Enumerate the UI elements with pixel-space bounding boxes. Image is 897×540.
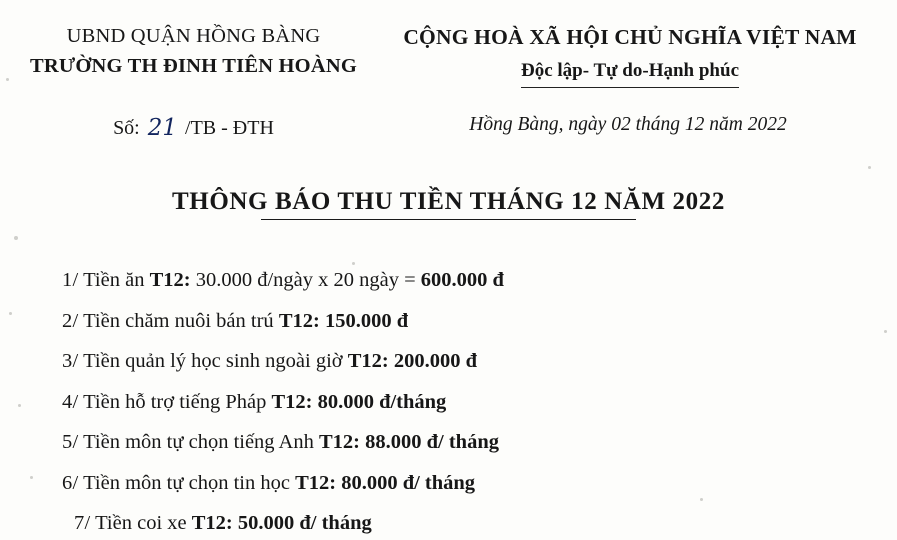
national-heading-block (381, 22, 897, 88)
item-period: T12: (271, 390, 313, 413)
list-item (62, 351, 897, 372)
item-index: 7/ (74, 512, 91, 535)
item-label: Tiền coi xe (95, 512, 187, 535)
reference-and-date-row (0, 114, 897, 140)
item-label: Tiền ăn (83, 269, 145, 292)
national-title: CỘNG HOÀ XÃ HỘI CHỦ NGHĨA VIỆT NAM (403, 25, 857, 49)
list-item (62, 311, 897, 332)
item-period: T12: (191, 512, 233, 535)
page-title (172, 188, 725, 221)
item-index: 6/ (62, 471, 79, 494)
item-amount: 50.000 đ/ tháng (237, 512, 372, 535)
document-header (0, 0, 897, 88)
fee-item-list (0, 270, 897, 534)
reference-number-handwritten: 21 (147, 114, 178, 141)
scan-speck (352, 262, 355, 265)
document-title-wrap (0, 188, 897, 221)
item-amount: 80.000 đ/tháng (317, 390, 447, 413)
item-period: T12: (347, 350, 389, 373)
list-item (62, 270, 897, 291)
item-period: T12: (149, 269, 191, 292)
item-label: Tiền chăm nuôi bán trú (83, 309, 274, 332)
scan-speck (868, 166, 871, 169)
issuing-authority-block (0, 22, 381, 88)
item-amount: 600.000 đ (420, 269, 504, 292)
reference-prefix: Số: (113, 116, 140, 139)
item-index: 5/ (62, 431, 79, 454)
page-title-text: THÔNG BÁO THU TIỀN THÁNG 12 NĂM 2022 (172, 187, 725, 215)
item-index: 4/ (62, 390, 79, 413)
item-label: Tiền môn tự chọn tin học (83, 471, 290, 494)
item-label: Tiền quản lý học sinh ngoài giờ (83, 350, 343, 373)
authority-parent-name: UBND QUẬN HỒNG BÀNG (66, 25, 321, 47)
list-item (62, 473, 897, 494)
item-detail: 30.000 đ/ngày x 20 ngày = (195, 269, 416, 292)
national-motto: Độc lập- Tự do-Hạnh phúc (521, 57, 739, 88)
place-and-date: Hồng Bàng, ngày 02 tháng 12 năm 2022 (469, 113, 787, 135)
list-item (62, 392, 897, 413)
item-period: T12: (278, 309, 320, 332)
item-index: 1/ (62, 269, 79, 292)
title-underline (261, 219, 637, 221)
item-period: T12: (319, 431, 360, 454)
item-amount: 80.000 đ/ tháng (341, 471, 476, 494)
item-label: Tiền môn tự chọn tiếng Anh (83, 431, 314, 454)
reference-suffix: /TB - ĐTH (185, 116, 274, 139)
item-period: T12: (295, 471, 337, 494)
scan-speck (14, 236, 18, 240)
item-label: Tiền hỗ trợ tiếng Pháp (83, 390, 267, 413)
item-amount: 88.000 đ/ tháng (365, 431, 499, 454)
list-item (62, 432, 897, 453)
item-index: 3/ (62, 350, 79, 373)
item-amount: 150.000 đ (324, 309, 409, 332)
item-index: 2/ (62, 309, 79, 332)
item-amount: 200.000 đ (393, 350, 478, 373)
list-item (62, 513, 897, 534)
authority-school-name: TRƯỜNG TH ĐINH TIÊN HOÀNG (30, 54, 357, 77)
reference-number-block (0, 114, 381, 140)
